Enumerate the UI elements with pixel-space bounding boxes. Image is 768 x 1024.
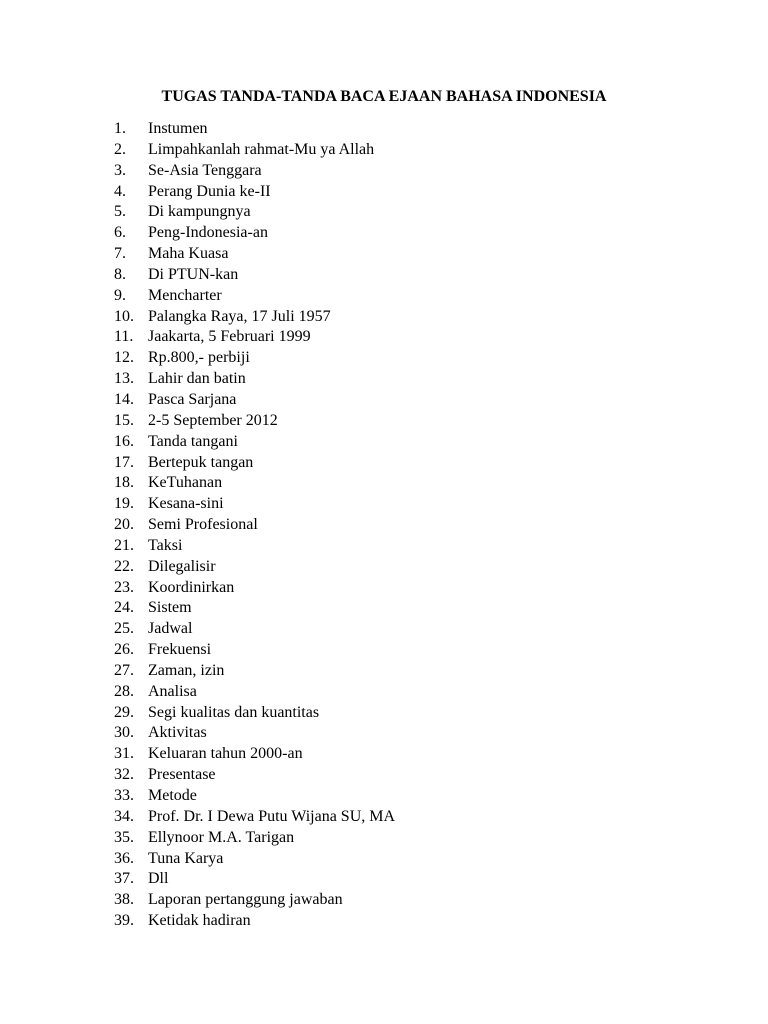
list-item: [114, 223, 395, 244]
list-item-number: 6.: [114, 224, 126, 242]
list-item-text: Analisa: [148, 682, 197, 700]
list-item: [114, 911, 395, 932]
list-item-number: 32.: [114, 766, 134, 784]
list-item-text: Dll: [148, 870, 169, 888]
list-item-text: Zaman, izin: [148, 661, 225, 679]
list-item-text: Instumen: [148, 120, 208, 137]
list-item: [114, 348, 395, 369]
list-item-text: Di kampungnya: [148, 203, 251, 221]
list-item-text: Ellynoor M.A. Tarigan: [148, 828, 295, 846]
list-item: [114, 369, 395, 390]
list-item-number: 30.: [114, 724, 134, 742]
list-item-number: 17.: [114, 453, 134, 471]
list-item: [114, 536, 395, 557]
list-item-text: Perang Dunia ke-II: [148, 182, 271, 200]
list-item: [114, 640, 395, 661]
list-item-text: Presentase: [148, 766, 216, 784]
list-item: [114, 473, 395, 494]
list-item: [114, 619, 395, 640]
list-item: [114, 432, 395, 453]
list-item-number: 39.: [114, 912, 134, 930]
list-item: [114, 869, 395, 890]
list-item-text: Lahir dan batin: [148, 370, 246, 388]
list-item-number: 21.: [114, 536, 134, 554]
list-item: [114, 411, 395, 432]
list-item-number: 28.: [114, 682, 134, 700]
list-item-text: Keluaran tahun 2000-an: [148, 745, 303, 763]
list-item-text: Frekuensi: [148, 641, 212, 659]
list-item-number: 22.: [114, 557, 134, 575]
list-item: [114, 786, 395, 807]
list-item: [114, 557, 395, 578]
list-item-number: 34.: [114, 807, 134, 825]
list-item-number: 4.: [114, 182, 126, 200]
list-item-text: 2-5 September 2012: [148, 411, 278, 429]
list-item-text: KeTuhanan: [148, 474, 223, 492]
list-item: [114, 807, 395, 828]
list-item-number: 16.: [114, 432, 134, 450]
list-item: [114, 453, 395, 474]
list-item-number: 20.: [114, 516, 134, 534]
list-item: [114, 849, 395, 870]
list-item-number: 5.: [114, 203, 126, 221]
list-item: [114, 744, 395, 765]
list-item: [114, 161, 395, 182]
list-item-number: 18.: [114, 474, 134, 492]
list-item-text: Pasca Sarjana: [148, 390, 237, 408]
list-item-number: 37.: [114, 870, 134, 888]
list-item-text: Palangka Raya, 17 Juli 1957: [148, 307, 331, 325]
list-item: [114, 265, 395, 286]
list-item-number: 7.: [114, 245, 126, 263]
list-item: [114, 390, 395, 411]
list-item: [114, 765, 395, 786]
list-item-text: Sistem: [148, 599, 192, 617]
list-item: [114, 494, 395, 515]
list-item-number: 12.: [114, 349, 134, 367]
list-item-number: 35.: [114, 828, 134, 846]
list-item-text: Bertepuk tangan: [148, 453, 254, 471]
list-item-text: Rp.800,- perbiji: [148, 349, 250, 367]
list-item: [114, 286, 395, 307]
list-item-text: Segi kualitas dan kuantitas: [148, 703, 320, 721]
list-item-number: 36.: [114, 849, 134, 867]
list-item: [114, 723, 395, 744]
list-item: [114, 244, 395, 265]
list-item-number: 8.: [114, 265, 126, 283]
list-item-text: Mencharter: [148, 286, 222, 304]
list-item: [114, 890, 395, 911]
list-item: [114, 598, 395, 619]
list-item-text: Se-Asia Tenggara: [148, 161, 262, 179]
list-item: [114, 578, 395, 599]
list-item-number: 2.: [114, 140, 126, 158]
list-item: [114, 515, 395, 536]
list-item-text: Jadwal: [148, 620, 193, 638]
list-item-text: Limpahkanlah rahmat-Mu ya Allah: [148, 140, 375, 158]
list-item-number: 15.: [114, 411, 134, 429]
list-item-number: 29.: [114, 703, 134, 721]
list-item-number: 3.: [114, 161, 126, 179]
list-item-number: 1.: [114, 120, 126, 137]
list-item-number: 10.: [114, 307, 134, 325]
numbered-word-list: [114, 119, 395, 932]
list-item-text: Metode: [148, 787, 197, 804]
list-item-number: 25.: [114, 620, 134, 638]
list-item-text: Kesana-sini: [148, 495, 224, 513]
list-item-text: Koordinirkan: [148, 578, 235, 596]
list-item-text: Di PTUN-kan: [148, 265, 239, 283]
list-item-text: Prof. Dr. I Dewa Putu Wijana SU, MA: [148, 807, 396, 825]
list-item-text: Maha Kuasa: [148, 245, 229, 263]
list-item-text: Ketidak hadiran: [148, 912, 251, 930]
list-item-number: 24.: [114, 599, 134, 617]
list-item-text: Taksi: [148, 536, 183, 554]
list-item-number: 14.: [114, 390, 134, 408]
list-item-text: Tanda tangani: [148, 432, 238, 450]
list-item-number: 31.: [114, 745, 134, 763]
list-item: [114, 202, 395, 223]
list-item-text: Dilegalisir: [148, 557, 216, 575]
list-item-text: Semi Profesional: [148, 516, 258, 534]
list-item: [114, 307, 395, 328]
list-item-number: 11.: [114, 328, 134, 346]
list-item-number: 27.: [114, 661, 134, 679]
list-item: [114, 327, 395, 348]
list-item: [114, 682, 395, 703]
list-item: [114, 140, 395, 161]
list-item: [114, 182, 395, 203]
list-item: [114, 828, 395, 849]
list-item: [114, 119, 395, 140]
list-item-number: 38.: [114, 891, 134, 909]
list-item-number: 26.: [114, 641, 134, 659]
document-title: TUGAS TANDA-TANDA BACA EJAAN BAHASA INDONESIA: [161, 88, 607, 105]
list-item-number: 13.: [114, 370, 134, 388]
list-item-number: 33.: [114, 787, 134, 804]
list-item-text: Aktivitas: [148, 724, 207, 742]
list-item-text: Laporan pertanggung jawaban: [148, 891, 343, 909]
list-item-number: 9.: [114, 286, 126, 304]
list-item-text: Tuna Karya: [148, 849, 224, 867]
list-item: [114, 703, 395, 724]
list-item-text: Jaakarta, 5 Februari 1999: [148, 328, 311, 346]
list-item-number: 23.: [114, 578, 134, 596]
list-item: [114, 661, 395, 682]
list-item-text: Peng-Indonesia-an: [148, 224, 268, 242]
list-item-number: 19.: [114, 495, 134, 513]
